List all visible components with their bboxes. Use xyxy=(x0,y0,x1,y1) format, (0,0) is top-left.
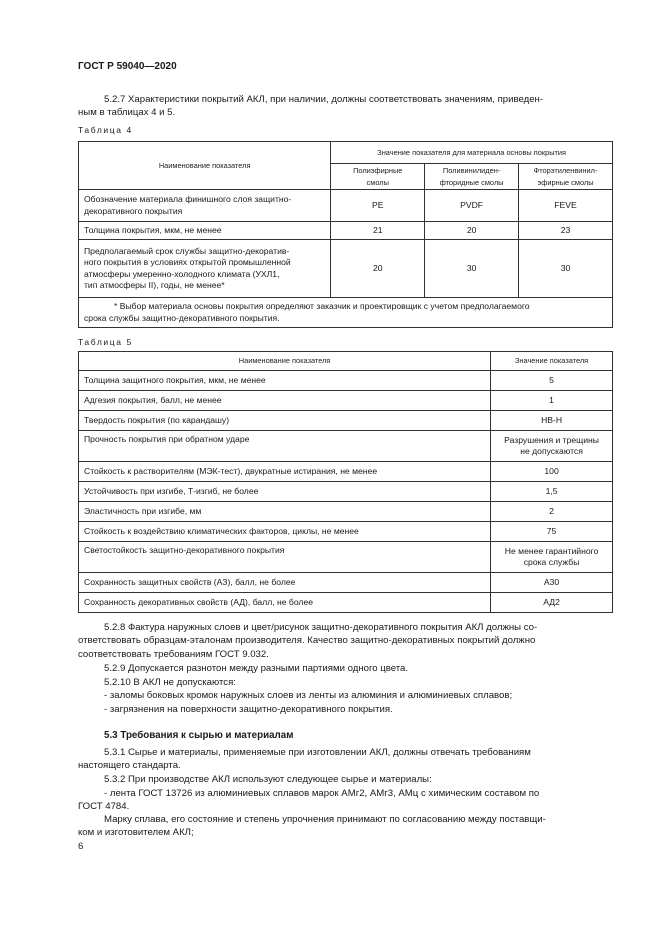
table-row xyxy=(79,462,613,482)
table5-row-name: Стойкость к воздействию климатических факторов, циклы, не менее xyxy=(79,522,491,542)
list-item: - заломы боковых кромок наружных слоев из ленты из алюминия и алюминиевых сплавов; xyxy=(104,690,513,701)
table5-row-name: Эластичность при изгибе, мм xyxy=(79,502,491,522)
paragraph-5-2-10: 5.2.10 В АКЛ не допускаются: xyxy=(104,677,236,688)
table4-head-name: Наименование показателя xyxy=(79,142,331,190)
table5-row-name: Толщина защитного покрытия, мкм, не менее xyxy=(79,371,491,391)
table-cell: Не менее гарантийного срока службы xyxy=(491,542,613,573)
paragraph-line: 5.2.7 Характеристики покрытий АКЛ, при наличии, должны соответствовать значениям, приведен- xyxy=(104,94,544,105)
table-cell: Разрушения и трещины не допускаются xyxy=(491,431,613,462)
table-cell: 5 xyxy=(491,371,613,391)
table4-head-group: Значение показателя для материала основы покрытия xyxy=(331,142,613,164)
table-cell: 23 xyxy=(519,222,613,240)
paragraph-5-3-2: 5.3.2 При производстве АКЛ используют следующее сырье и материалы: xyxy=(104,774,432,785)
table-cell: 75 xyxy=(491,522,613,542)
table5-row-name: Адгезия покрытия, балл, не менее xyxy=(79,391,491,411)
table-cell: PVDF xyxy=(425,190,519,222)
table4-row-name: Обозначение материала финишного слоя защитно- декоративного покрытия xyxy=(79,190,331,222)
table4-col-head: Полиэфирные смолы xyxy=(331,164,425,190)
table5-row-name: Твердость покрытия (по карандашу) xyxy=(79,411,491,431)
table-row xyxy=(79,482,613,502)
section-heading-5-3: 5.3 Требования к сырью и материалам xyxy=(104,730,294,741)
table5-row-name: Сохранность декоративных свойств (АД), балл, не более xyxy=(79,593,491,613)
table-cell: А30 xyxy=(491,573,613,593)
table5-row-name: Сохранность защитных свойств (АЗ), балл, не более xyxy=(79,573,491,593)
paragraph-5-2-9: 5.2.9 Допускается разнотон между разными партиями одного цвета. xyxy=(104,663,409,674)
table-row xyxy=(79,371,613,391)
paragraph-alloy: Марку сплава, его состояние и степень упрочнения принимают по согласованию между поставщи- ком и изготовителем АКЛ; xyxy=(78,814,546,839)
table5-row-name: Стойкость к растворителям (МЭК-тест), двукратные истирания, не менее xyxy=(79,462,491,482)
table4-col-head: Поливинилиден- фторидные смолы xyxy=(425,164,519,190)
table-cell: FEVE xyxy=(519,190,613,222)
table-row xyxy=(79,542,613,573)
table-cell: 20 xyxy=(331,240,425,298)
paragraph-5-2-7 xyxy=(78,93,611,120)
table-cell: 1 xyxy=(491,391,613,411)
table-row xyxy=(79,222,613,240)
table-row xyxy=(79,411,613,431)
list-item: - лента ГОСТ 13726 из алюминиевых сплавов марок АМг2, АМг3, АМц с химическим составом по ГОСТ 4784. xyxy=(78,788,540,813)
table-cell: 2 xyxy=(491,502,613,522)
table4-row-name: Предполагаемый срок службы защитно-декоратив- ного покрытия в условиях открытой промышленной атмосферы умеренно-холодного климата (УХЛ1, тип атмосферы II), годы, не менее* xyxy=(79,240,331,298)
table-5 xyxy=(78,351,613,613)
table-cell: 21 xyxy=(331,222,425,240)
list-item: - загрязнения на поверхности защитно-декоративного покрытия. xyxy=(104,704,393,715)
table5-row-name: Прочность покрытия при обратном ударе xyxy=(79,431,491,462)
table5-row-name: Устойчивость при изгибе, Т-изгиб, не более xyxy=(79,482,491,502)
table-cell: 1,5 xyxy=(491,482,613,502)
table5-row-name: Светостойкость защитно-декоративного покрытия xyxy=(79,542,491,573)
table-row xyxy=(79,240,613,298)
table4-caption: Таблица 4 xyxy=(78,125,133,135)
paragraph-5-2-8: 5.2.8 Фактура наружных слоев и цвет/рисунок защитно-декоративного покрытия АКЛ должны со- ответствовать образцам-эталонам производителя. Качество защитно-декоративных покрытий должно соответствовать требованиям ГОСТ 9.032. xyxy=(78,622,538,660)
table-row xyxy=(79,391,613,411)
table4-row-name: Толщина покрытия, мкм, не менее xyxy=(79,222,331,240)
table-4 xyxy=(78,141,613,328)
table-row xyxy=(79,431,613,462)
table-cell: PE xyxy=(331,190,425,222)
table4-footnote-row xyxy=(79,298,613,328)
table-row xyxy=(79,190,613,222)
table-row xyxy=(79,593,613,613)
table5-caption: Таблица 5 xyxy=(78,337,133,347)
table-cell: 20 xyxy=(425,222,519,240)
table-cell: 30 xyxy=(519,240,613,298)
paragraph-line: ным в таблицах 4 и 5. xyxy=(78,107,176,119)
page-number: 6 xyxy=(78,841,84,852)
table-row xyxy=(79,522,613,542)
table-row xyxy=(79,573,613,593)
table-cell: 100 xyxy=(491,462,613,482)
table5-head-name: Наименование показателя xyxy=(79,352,491,371)
table4-footnote: * Выбор материала основы покрытия определяют заказчик и проектировщик с учетом предполагаемого срока службы защитно-декоративного покрытия. xyxy=(79,298,613,328)
table4-col-head: Фторэтиленвинил- эфирные смолы xyxy=(519,164,613,190)
table-cell: НВ-Н xyxy=(491,411,613,431)
table-cell: АД2 xyxy=(491,593,613,613)
paragraph-5-3-1: 5.3.1 Сырье и материалы, применяемые при изготовлении АКЛ, должны отвечать требованиям настоящего стандарта. xyxy=(78,747,531,772)
table-cell: 30 xyxy=(425,240,519,298)
table5-head-value: Значение показателя xyxy=(491,352,613,371)
table-row xyxy=(79,502,613,522)
standard-header: ГОСТ Р 59040—2020 xyxy=(78,61,177,72)
